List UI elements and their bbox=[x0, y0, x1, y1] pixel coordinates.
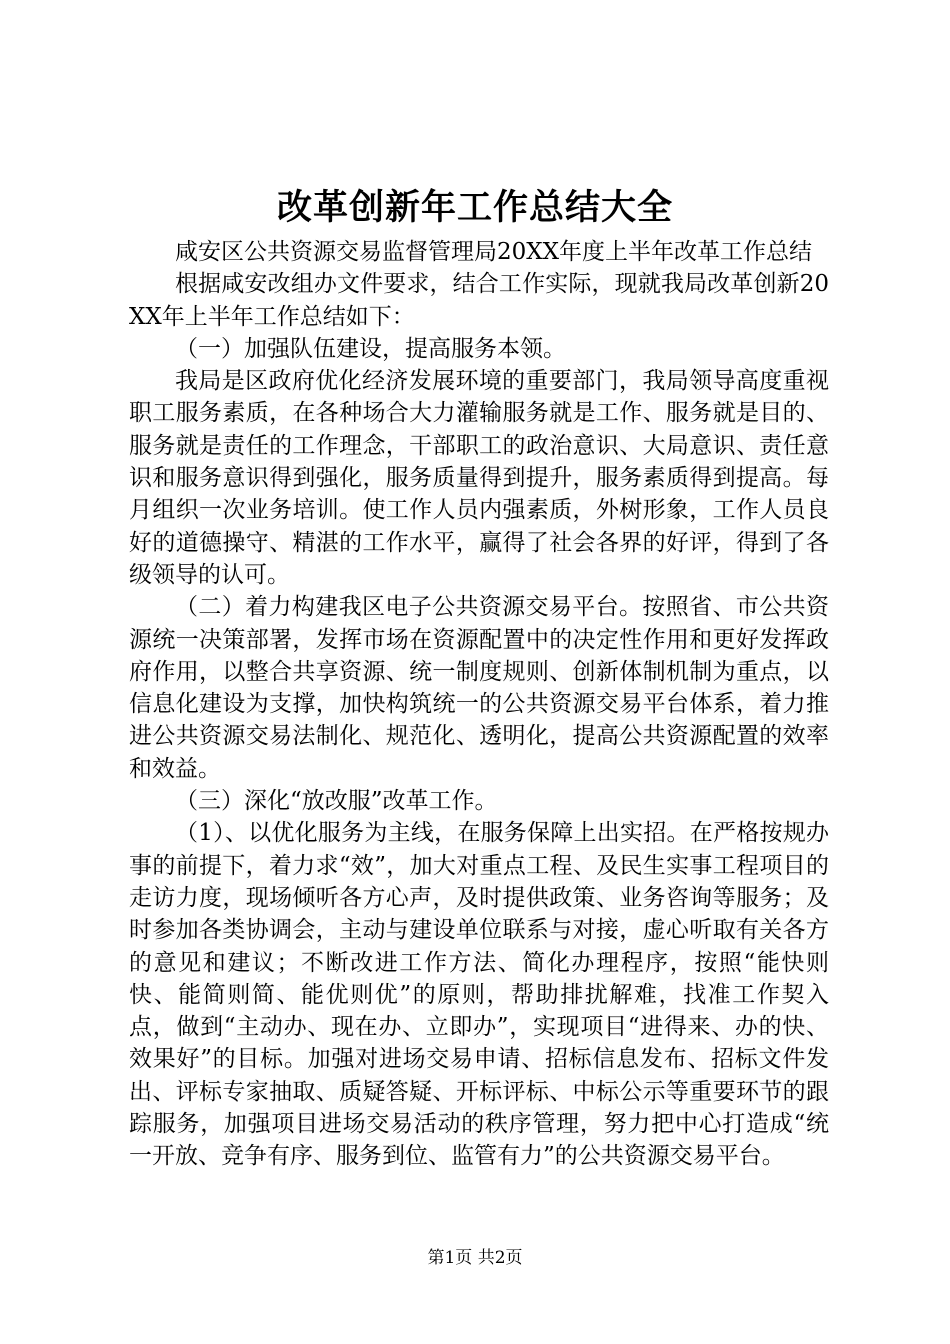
paragraph-section-1: 我局是区政府优化经济发展环境的重要部门，我局领导高度重视职工服务素质，在各种场合大力灌输服务就是工作、服务就是目的、服务就是责任的工作理念，干部职工的政治意识、大局意识、责任意识和服务意识得到强化，服务质量得到提升，服务素质得到提高。每月组织一次业务培训。使工作人员内强素质，外树形象，工作人员良好的道德操守、精湛的工作水平，赢得了社会各界的好评，得到了各级领导的认可。 bbox=[129, 368, 829, 588]
section-heading-1: （一）加强队伍建设，提高服务本领。 bbox=[175, 335, 566, 362]
paragraph-section-3-item-1: （1）、以优化服务为主线，在服务保障上出实招。在严格按规办事的前提下，着力求“效”，加大对重点工程、及民生实事工程项目的走访力度，现场倾听各方心声，及时提供政策、业务咨询等服务；及时参加各类协调会，主动与建设单位联系与对接，虚心听取有关各方的意见和建议；不断改进工作方法、简化办理程序，按照“能快则快、能简则简、能优则优”的原则，帮助排扰解难，找准工作契入点，做到“主动办、现在办、立即办”，实现项目“进得来、办的快、效果好”的目标。加强对进场交易申请、招标信息发布、招标文件发出、评标专家抽取、质疑答疑、开标评标、中标公示等重要环节的跟踪服务，加强项目进场交易活动的秩序管理，努力把中心打造成“统一开放、竞争有序、服务到位、监管有力”的公共资源交易平台。 bbox=[129, 820, 829, 1170]
section-heading-3: （三）深化“放改服”改革工作。 bbox=[175, 788, 498, 815]
document-title: 改革创新年工作总结大全 bbox=[276, 187, 673, 228]
page-footer: 第1页 共2页 bbox=[427, 1248, 523, 1268]
paragraph-section-2: （二）着力构建我区电子公共资源交易平台。按照省、市公共资源统一决策部署，发挥市场在资源配置中的决定性作用和更好发挥政府作用，以整合共享资源、统一制度规则、创新体制机制为重点，以信息化建设为支撑，加快构筑统一的公共资源交易平台体系，着力推进公共资源交易法制化、规范化、透明化，提高公共资源配置的效率和效益。 bbox=[129, 594, 829, 782]
paragraph-heading-line: 咸安区公共资源交易监督管理局20XX年度上半年改革工作总结 bbox=[175, 239, 813, 265]
paragraph-intro: 根据咸安改组办文件要求，结合工作实际，现就我局改革创新20XX年上半年工作总结如下： bbox=[129, 271, 829, 330]
document-body bbox=[129, 236, 829, 1173]
